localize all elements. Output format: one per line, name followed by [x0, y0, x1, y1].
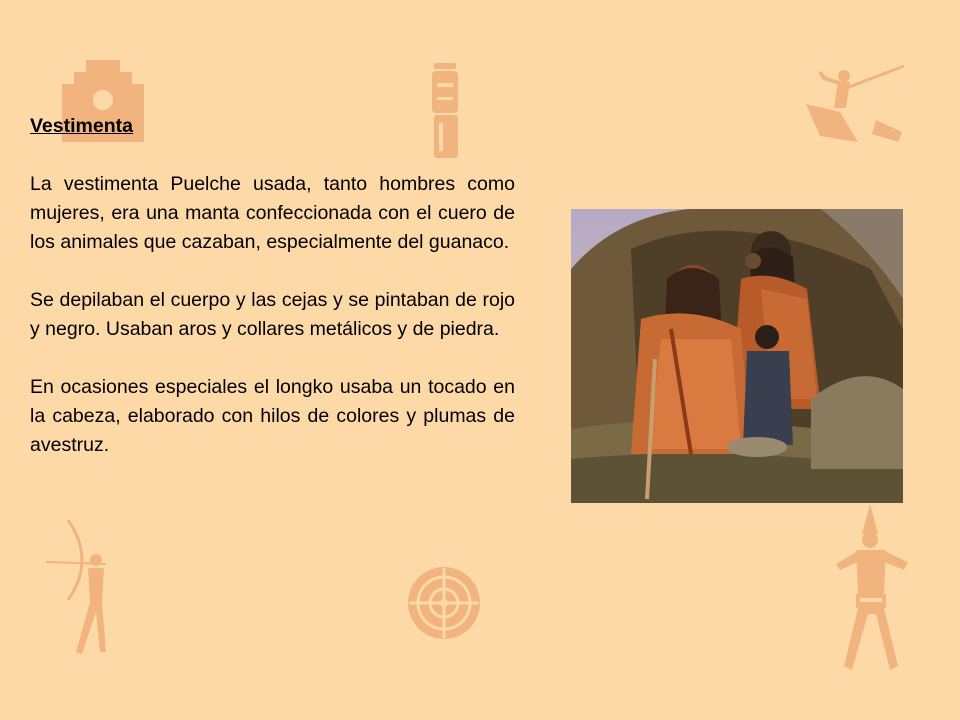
illustration-painting [571, 209, 903, 503]
paragraph-headdress: En ocasiones especiales el longko usaba un tocado en la cabeza, elaborado con hilos de colores y plumas de avestruz. [30, 376, 515, 456]
hunter-with-spear-icon [806, 62, 906, 146]
section-heading: Vestimenta [30, 115, 133, 137]
text-block [30, 112, 515, 489]
sun-disc-icon [407, 566, 481, 640]
paragraph-clothing: La vestimenta Puelche usada, tanto hombres como mujeres, era una manta confeccionada con el cuero de los animales que cazaban, especialmente del guanaco. [30, 173, 515, 253]
archer-icon [46, 520, 116, 655]
paragraph-body-paint: Se depilaban el cuerpo y las cejas y se pintaban de rojo y negro. Usaban aros y collares metálicos y de piedra. [30, 289, 515, 340]
ceremonial-dancer-icon [832, 504, 912, 674]
